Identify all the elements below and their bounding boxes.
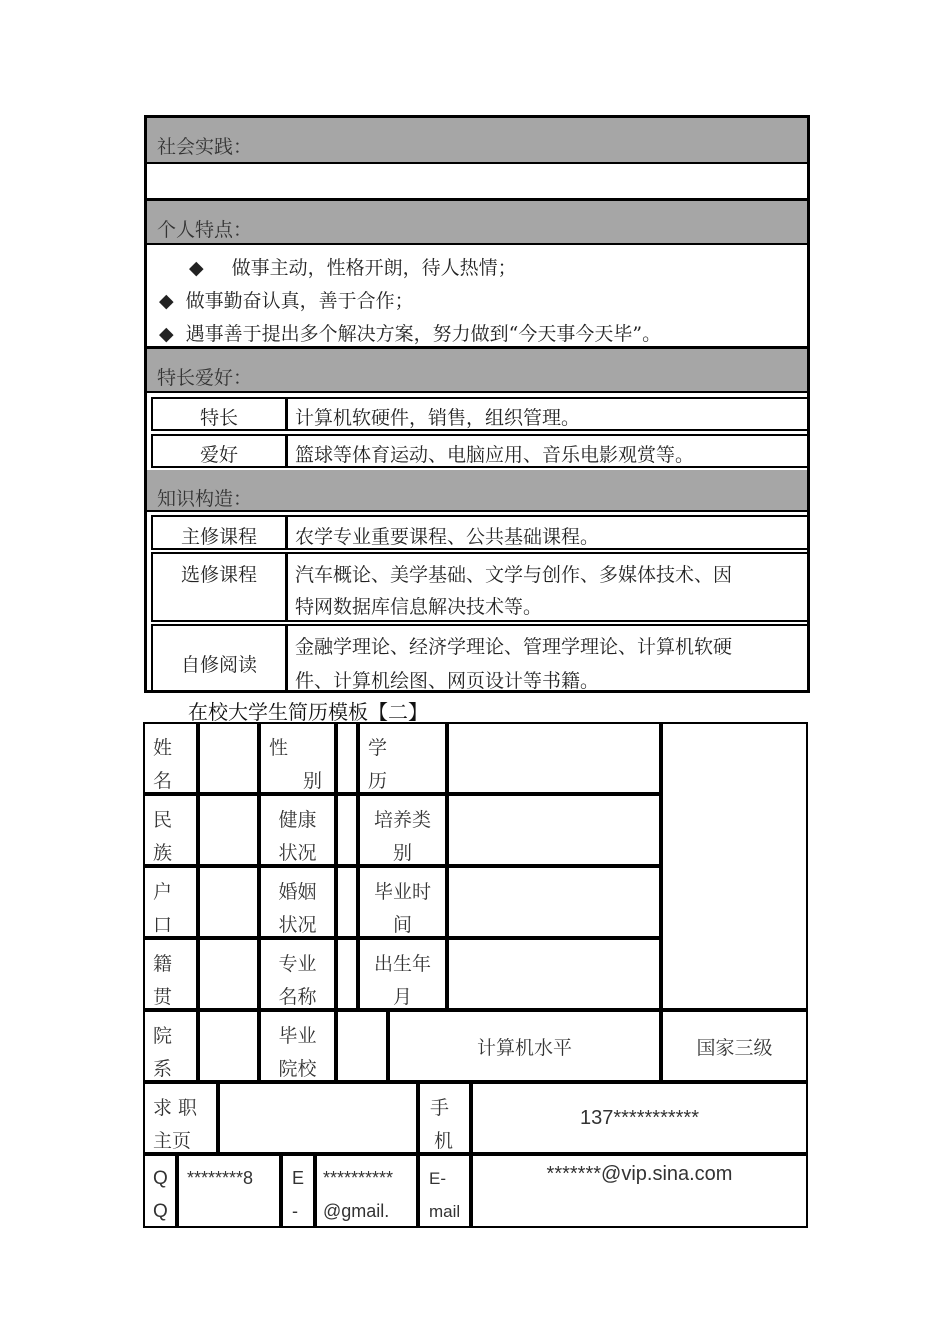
template-title: 在校大学生简历模板【二】: [188, 702, 428, 724]
health-label-cell: [259, 794, 336, 866]
qq-value-cell: [177, 1154, 281, 1228]
social-practice-header: [147, 118, 807, 164]
birth-date-label-1: 出生年: [373, 953, 431, 975]
school-label-2: 院校: [278, 1058, 317, 1080]
major-courses-label: 主修课程: [180, 526, 257, 548]
photo-cell: [661, 722, 808, 1010]
phone-label-1: 手: [430, 1097, 450, 1119]
department-value-cell: [198, 1010, 259, 1082]
major-name-label-1: 专业: [278, 953, 317, 975]
major-courses-row: [151, 515, 807, 550]
e-label-cell: [281, 1154, 315, 1228]
hobby-title: 特长爱好：: [157, 367, 253, 389]
birth-date-label-cell: [358, 938, 447, 1010]
phone-label-2: 机: [434, 1130, 454, 1152]
computer-level-value: 国家三级: [696, 1037, 773, 1059]
department-label-cell: [143, 1010, 198, 1082]
elective-courses-value-line2: 特网数据库信息解决技术等。: [295, 596, 543, 618]
elective-courses-row: [151, 552, 807, 622]
gmail-value-cell: [315, 1154, 418, 1228]
hukou-value-cell: [198, 866, 259, 938]
computer-level-label-cell: [388, 1010, 661, 1082]
hobby-label: 爱好: [199, 444, 238, 466]
education-label-2: 历: [368, 770, 388, 792]
department-label-1: 院: [153, 1025, 173, 1047]
school-label-1: 毕业: [278, 1025, 317, 1047]
gender-label-1: 性: [269, 737, 289, 759]
native-place-label-1: 籍: [153, 953, 173, 975]
education-value-cell: [447, 722, 661, 794]
social-practice-title: 社会实践：: [157, 136, 253, 158]
specialty-value: 计算机软硬件，销售，组织管理。: [295, 407, 581, 429]
native-place-label-cell: [143, 938, 198, 1010]
social-practice-content: [147, 164, 807, 201]
personal-item: [159, 319, 661, 349]
resume-section-2: [143, 722, 808, 1228]
personal-item-text: 遇事善于提出多个解决方案，努力做到“今天事今天毕”。: [185, 323, 662, 345]
hukou-label-cell: [143, 866, 198, 938]
self-study-value-line2: 件、计算机绘图、网页设计等书籍。: [295, 670, 600, 692]
school-value-cell: [336, 1010, 388, 1082]
computer-level-label: 计算机水平: [476, 1037, 572, 1059]
gender-label-cell: [259, 722, 336, 794]
hobby-row: [151, 434, 807, 468]
name-label-2: 名: [153, 770, 173, 792]
hobby-value: 篮球等体育运动、电脑应用、音乐电影观赏等。: [295, 444, 695, 466]
phone-value: 137***********: [580, 1107, 699, 1129]
name-label-1: 姓: [153, 737, 173, 759]
education-label-1: 学: [368, 737, 388, 759]
gender-value-cell: [336, 722, 358, 794]
job-homepage-label-1: 求 职: [153, 1097, 198, 1119]
graduation-time-label-1: 毕业时: [373, 881, 431, 903]
knowledge-title: 知识构造：: [157, 488, 253, 510]
personal-item: [159, 286, 414, 316]
personal-item: [189, 253, 517, 283]
gmail-value-1: **********: [323, 1168, 394, 1188]
job-homepage-label-cell: [143, 1082, 218, 1154]
graduation-time-label-cell: [358, 866, 447, 938]
training-type-label-1: 培养类: [373, 809, 431, 831]
birth-date-label-2: 月: [392, 986, 412, 1008]
school-label-cell: [259, 1010, 336, 1082]
job-homepage-value-cell: [218, 1082, 418, 1154]
hukou-label-2: 口: [153, 914, 173, 936]
ethnic-label-cell: [143, 794, 198, 866]
ethnic-label-1: 民: [153, 809, 173, 831]
education-label-cell: [358, 722, 447, 794]
health-value-cell: [336, 794, 358, 866]
knowledge-header: [147, 470, 807, 512]
birth-date-value-cell: [447, 938, 661, 1010]
resume-section-1: [144, 115, 810, 693]
personal-content: [147, 245, 807, 349]
personal-header: [147, 201, 807, 245]
personal-item-text: 做事勤奋认真，善于合作；: [185, 290, 414, 312]
specialty-label: 特长: [199, 407, 238, 429]
name-label-cell: [143, 722, 198, 794]
marriage-label-cell: [259, 866, 336, 938]
bullet-icon: ◆: [159, 290, 174, 312]
health-label-1: 健康: [278, 809, 317, 831]
bullet-icon: ◆: [189, 257, 204, 279]
hobby-header: [147, 349, 807, 393]
self-study-value-line1: 金融学理论、经济学理论、管理学理论、计算机软硬: [295, 636, 733, 658]
training-type-value-cell: [447, 794, 661, 866]
marriage-value-cell: [336, 866, 358, 938]
job-homepage-label-2: 主页: [153, 1130, 192, 1152]
hukou-label-1: 户: [153, 881, 173, 903]
email-label-cell: [418, 1154, 471, 1228]
e-label-1: E: [292, 1168, 305, 1188]
gender-label-2: 别: [303, 770, 323, 792]
qq-label-1: Q: [153, 1168, 168, 1189]
qq-label-2: Q: [153, 1201, 168, 1222]
email-value: *******@vip.sina.com: [546, 1163, 733, 1185]
major-name-label-2: 名称: [278, 986, 317, 1008]
major-courses-value: 农学专业重要课程、公共基础课程。: [295, 526, 600, 548]
bullet-icon: ◆: [159, 323, 174, 345]
major-name-label-cell: [259, 938, 336, 1010]
gmail-value-2: @gmail.: [323, 1201, 390, 1221]
email-value-cell: [471, 1154, 808, 1228]
ethnic-label-2: 族: [153, 842, 173, 864]
name-value-cell: [198, 722, 259, 794]
email-label-2: mail: [429, 1202, 461, 1221]
elective-courses-value-line1: 汽车概论、美学基础、文学与创作、多媒体技术、因: [295, 564, 733, 586]
marriage-label-1: 婚姻: [278, 881, 317, 903]
phone-label-cell: [418, 1082, 471, 1154]
major-name-value-cell: [336, 938, 358, 1010]
graduation-time-value-cell: [447, 866, 661, 938]
qq-value: ********8: [187, 1168, 254, 1188]
ethnic-value-cell: [198, 794, 259, 866]
phone-value-cell: [471, 1082, 808, 1154]
specialty-row: [151, 397, 807, 431]
personal-title: 个人特点：: [157, 219, 253, 241]
qq-label-cell: [143, 1154, 177, 1228]
training-type-label-cell: [358, 794, 447, 866]
department-label-2: 系: [153, 1058, 173, 1080]
native-place-label-2: 贯: [153, 986, 173, 1008]
self-study-label: 自修阅读: [180, 654, 257, 676]
native-place-value-cell: [198, 938, 259, 1010]
elective-courses-label: 选修课程: [180, 564, 257, 586]
email-label-1: E-: [429, 1169, 446, 1188]
graduation-time-label-2: 间: [392, 914, 412, 936]
marriage-label-2: 状况: [278, 914, 317, 936]
health-label-2: 状况: [278, 842, 317, 864]
self-study-row: [151, 624, 807, 690]
computer-level-value-cell: [661, 1010, 808, 1082]
e-label-2: -: [292, 1201, 298, 1221]
personal-item-text: 做事主动，性格开朗，待人热情；: [231, 257, 517, 279]
training-type-label-2: 别: [392, 842, 412, 864]
